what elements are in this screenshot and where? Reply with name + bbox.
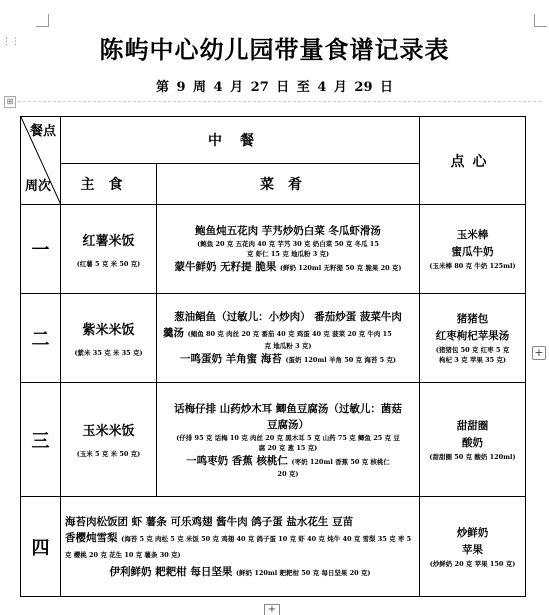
dish-line bbox=[65, 564, 415, 580]
dish-extra: 蒙牛鲜奶 无籽提 脆果 bbox=[174, 261, 277, 273]
day-cell: 二 bbox=[21, 294, 61, 383]
day-cell: 三 bbox=[21, 383, 61, 497]
snack-cell bbox=[420, 294, 526, 383]
table-row bbox=[21, 497, 526, 597]
dish-line: 豆腐汤） bbox=[267, 418, 309, 431]
dish-extra-detail: (枣奶 120ml 香蕉 50 克 核桃仁 bbox=[291, 457, 390, 466]
dish-line bbox=[163, 351, 413, 367]
drag-handle-icon[interactable]: ⋮⋮ bbox=[2, 37, 20, 47]
dish-detail: (仔排 95 克 话梅 10 克 肉丝 20 克 黑木耳 5 克 山药 75 克 鲫鱼 25 克 豆 bbox=[176, 433, 400, 442]
snack-detail: (猪猪包 50 克 红枣 5 克 bbox=[435, 346, 510, 354]
snack-cell bbox=[420, 205, 526, 294]
staple-cell bbox=[61, 383, 157, 497]
corner-top-label: 餐点 bbox=[29, 124, 56, 139]
dish-extra-detail: 20 克) bbox=[277, 469, 299, 478]
table-top-guide bbox=[8, 101, 541, 102]
dish-detail: (海苔 5 克 肉松 5 克 米饭 50 克 鸡翅 40 克 鸽子蛋 10 克 虾 40 克 炖牛 40 克 雪梨 35 克 枣 5 克 樱桃 20 克 花生 10 克 薯条 30 克) bbox=[65, 534, 412, 559]
snack-header: 点心 bbox=[420, 117, 526, 205]
page-subtitle: 第 9 周 4 月 27 日 至 4 月 29 日 bbox=[155, 80, 394, 95]
dish-line-continued: 羹汤 bbox=[163, 327, 184, 339]
snack-detail: (炒鲜奶 20 克 苹果 150 克) bbox=[429, 559, 516, 568]
dishes-cell bbox=[157, 294, 420, 383]
dishes-cell bbox=[157, 383, 420, 497]
dish-line: 话梅仔排 山药炒木耳 鲫鱼豆腐汤（过敏儿：菌菇 bbox=[174, 402, 402, 415]
dish-line bbox=[163, 453, 413, 469]
dish-extra: 伊利鲜奶 耙耙柑 每日坚果 bbox=[109, 565, 233, 578]
margin-corner-mark bbox=[36, 14, 49, 27]
menu-table bbox=[20, 116, 526, 597]
snack-item: 甜甜圈 bbox=[456, 419, 489, 432]
staple-cell bbox=[61, 205, 157, 294]
dish-extra: 一鸣枣奶 香蕉 核桃仁 bbox=[186, 454, 288, 467]
staple-detail: (紫米 35 克 米 35 克) bbox=[74, 348, 143, 357]
snack-item: 蜜瓜牛奶 bbox=[451, 246, 494, 258]
staple-detail: (红薯 5 克 米 50 克) bbox=[76, 259, 141, 268]
dish-detail: 克 地瓜粉 3 克) bbox=[264, 342, 312, 350]
header-row bbox=[21, 117, 526, 164]
snack-detail: 枸杞 3 克 苹果 35 克) bbox=[439, 356, 506, 364]
lunch-header: 中餐 bbox=[61, 117, 420, 164]
snack-item: 红枣枸杞苹果汤 bbox=[435, 330, 510, 342]
table-row bbox=[21, 294, 526, 383]
table-move-handle-icon[interactable]: ⊞ bbox=[4, 96, 16, 108]
snack-item: 猪猪包 bbox=[456, 313, 489, 325]
staple-detail: (玉米 5 克 米 50 克) bbox=[76, 450, 141, 458]
staple-name: 紫米米饭 bbox=[82, 322, 135, 338]
day-cell: 四 bbox=[21, 497, 61, 597]
dish-line bbox=[65, 530, 415, 562]
dish-extra-detail: (蛋奶 120ml 羊角 50 克 海苔 5 克) bbox=[285, 356, 396, 364]
table-row bbox=[21, 205, 526, 294]
dish-line: 鲍鱼炖五花肉 芋艿炒奶白菜 冬瓜虾滑汤 bbox=[195, 225, 381, 237]
snack-item: 玉米棒 bbox=[456, 229, 489, 241]
staple-name: 红薯米饭 bbox=[82, 233, 135, 249]
add-column-button[interactable]: + bbox=[264, 604, 280, 615]
dish-line bbox=[163, 325, 413, 341]
staple-header: 主食 bbox=[61, 164, 157, 205]
table-row bbox=[21, 383, 526, 497]
dishes-header: 菜肴 bbox=[157, 164, 420, 205]
dish-line-continued: 香樱炖雪梨 bbox=[65, 531, 118, 544]
dish-detail: 克 虾仁 15 克 地瓜粉 3 克) bbox=[246, 250, 330, 258]
corner-bottom-label: 周次 bbox=[25, 179, 52, 194]
dish-line: 葱油鲳鱼（过敏儿：小炒肉） 番茄炒蛋 菠菜牛肉 bbox=[174, 311, 402, 323]
snack-cell bbox=[420, 497, 526, 597]
dishes-cell bbox=[157, 205, 420, 294]
dish-detail: (鲳鱼 80 克 肉丝 20 克 番茄 40 克 鸡蛋 40 克 菠菜 20 克 牛肉 15 bbox=[187, 330, 392, 338]
staple-cell bbox=[61, 294, 157, 383]
snack-item: 苹果 bbox=[462, 543, 483, 556]
snack-item: 酸奶 bbox=[462, 436, 483, 449]
snack-detail: (甜甜圈 50 克 酸奶 120ml) bbox=[429, 452, 516, 461]
dish-extra-detail: (鲜奶 120ml 无籽提 50 克 脆果 20 克) bbox=[279, 264, 402, 272]
dish-extra-detail: (鲜奶 120ml 耙耙柑 50 克 每日坚果 20 克) bbox=[235, 568, 371, 577]
combined-meal-cell bbox=[61, 497, 420, 597]
dish-extra: 一鸣蛋奶 羊角蜜 海苔 bbox=[180, 353, 282, 365]
staple-name: 玉米米饭 bbox=[82, 424, 135, 439]
dish-line: 海苔肉松饭团 虾 薯条 可乐鸡翅 酱牛肉 鸽子蛋 盐水花生 豆苗 bbox=[65, 515, 354, 528]
snack-item: 炒鲜奶 bbox=[456, 526, 489, 539]
corner-header-cell bbox=[21, 117, 61, 205]
page-title: 陈屿中心幼儿园带量食谱记录表 bbox=[99, 35, 450, 64]
day-cell: 一 bbox=[21, 205, 61, 294]
dish-detail: (鲍鱼 20 克 五花肉 40 克 芋艿 30 克 奶白菜 50 克 冬瓜 15 bbox=[197, 240, 379, 248]
add-row-button[interactable]: + bbox=[532, 346, 546, 360]
margin-corner-mark bbox=[534, 14, 547, 27]
snack-cell bbox=[420, 383, 526, 497]
dish-line bbox=[163, 259, 413, 275]
snack-detail: (玉米棒 80 克 牛奶 125ml) bbox=[429, 262, 516, 270]
dish-detail: 腐 20 克 葱 15 克) bbox=[258, 443, 318, 452]
